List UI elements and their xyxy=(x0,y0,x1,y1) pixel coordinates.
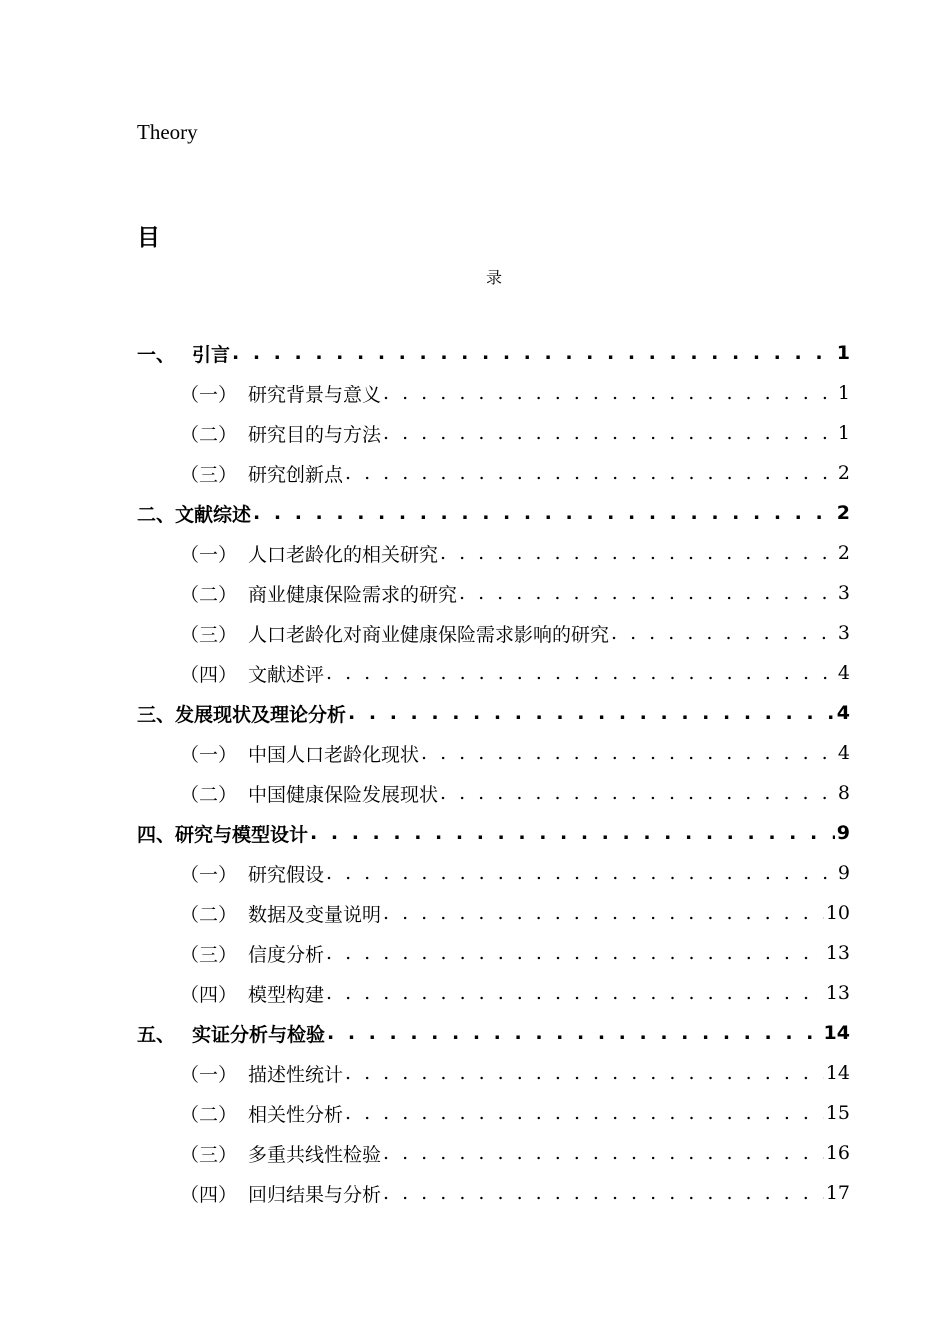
toc-entry-title: 中国健康保险发展现状 xyxy=(248,783,439,806)
toc-entry-number: 五、 xyxy=(137,1023,176,1046)
toc-section-entry[interactable] xyxy=(137,1093,850,1133)
toc-entry-page-number: 8 xyxy=(837,782,850,804)
toc-entry-title: 模型构建 xyxy=(248,983,325,1006)
toc-entry-title: 实证分析与检验 xyxy=(192,1023,326,1046)
toc-chapter-entry[interactable] xyxy=(137,693,850,733)
toc-entry-title: 研究目的与方法 xyxy=(248,423,382,446)
toc-dot-leader xyxy=(440,782,836,804)
toc-entry-page-number: 9 xyxy=(837,862,850,884)
header-text: Theory xyxy=(137,120,198,144)
toc-section-entry[interactable] xyxy=(137,973,850,1013)
toc-entry-title: 研究与模型设计 xyxy=(175,823,309,846)
toc-section-entry[interactable] xyxy=(137,773,850,813)
toc-dot-leader xyxy=(383,382,836,404)
toc-entry-title: 数据及变量说明 xyxy=(248,903,382,926)
toc-entry-number: （一） xyxy=(180,1063,238,1086)
toc-entry-page-number: 1 xyxy=(836,342,850,364)
toc-title-part-2: 录 xyxy=(486,268,503,287)
toc-section-entry[interactable] xyxy=(137,1133,850,1173)
toc-entry-page-number: 2 xyxy=(836,502,850,524)
toc-entry-page-number: 1 xyxy=(837,382,850,404)
toc-entry-page-number: 2 xyxy=(837,542,850,564)
toc-section-entry[interactable] xyxy=(137,853,850,893)
toc-entry-number: （三） xyxy=(180,943,238,966)
toc-section-entry[interactable] xyxy=(137,653,850,693)
toc-entry-number: （二） xyxy=(180,903,238,926)
toc-section-entry[interactable] xyxy=(137,533,850,573)
toc-entry-title: 文献综述 xyxy=(175,503,252,526)
toc-section-entry[interactable] xyxy=(137,413,850,453)
toc-dot-leader xyxy=(383,902,824,924)
toc-dot-leader xyxy=(345,462,836,484)
table-of-contents xyxy=(137,333,850,1213)
toc-entry-page-number: 3 xyxy=(837,622,850,644)
toc-entry-page-number: 1 xyxy=(837,422,850,444)
toc-entry-page-number: 2 xyxy=(837,462,850,484)
toc-section-entry[interactable] xyxy=(137,933,850,973)
toc-chapter-entry[interactable] xyxy=(137,1013,850,1053)
toc-entry-number: （四） xyxy=(180,663,238,686)
toc-entry-title: 商业健康保险需求的研究 xyxy=(248,583,458,606)
toc-entry-number: 一、 xyxy=(137,343,176,366)
toc-section-entry[interactable] xyxy=(137,1053,850,1093)
toc-dot-leader xyxy=(253,502,835,524)
toc-dot-leader xyxy=(327,1022,822,1044)
toc-entry-page-number: 4 xyxy=(837,662,850,684)
toc-section-entry[interactable] xyxy=(137,453,850,493)
toc-entry-title: 人口老龄化的相关研究 xyxy=(248,543,439,566)
toc-section-entry[interactable] xyxy=(137,613,850,653)
toc-entry-number: 三、 xyxy=(137,703,176,726)
toc-title-part-1: 目 xyxy=(137,225,160,251)
toc-section-entry[interactable] xyxy=(137,733,850,773)
toc-dot-leader xyxy=(383,1182,824,1204)
toc-entry-title: 回归结果与分析 xyxy=(248,1183,382,1206)
toc-dot-leader xyxy=(383,422,836,444)
toc-dot-leader xyxy=(310,822,835,844)
toc-entry-title: 研究创新点 xyxy=(248,463,344,486)
toc-entry-page-number: 17 xyxy=(825,1182,850,1204)
toc-section-entry[interactable] xyxy=(137,1173,850,1213)
toc-entry-number: 四、 xyxy=(137,823,176,846)
toc-entry-number: （二） xyxy=(180,1103,238,1126)
toc-entry-number: （二） xyxy=(180,583,238,606)
toc-entry-number: （一） xyxy=(180,543,238,566)
toc-dot-leader xyxy=(611,622,836,644)
toc-dot-leader xyxy=(383,1142,824,1164)
toc-chapter-entry[interactable] xyxy=(137,813,850,853)
toc-entry-page-number: 4 xyxy=(836,702,850,724)
toc-dot-leader xyxy=(345,1062,824,1084)
toc-entry-number: （四） xyxy=(180,983,238,1006)
toc-entry-number: （二） xyxy=(180,423,238,446)
toc-entry-title: 研究假设 xyxy=(248,863,325,886)
toc-entry-page-number: 15 xyxy=(825,1102,850,1124)
toc-entry-number: （一） xyxy=(180,743,238,766)
toc-dot-leader xyxy=(345,1102,824,1124)
toc-entry-page-number: 14 xyxy=(825,1062,850,1084)
toc-entry-number: （一） xyxy=(180,383,238,406)
toc-entry-page-number: 10 xyxy=(825,902,850,924)
toc-entry-page-number: 3 xyxy=(837,582,850,604)
toc-dot-leader xyxy=(232,342,835,364)
toc-entry-page-number: 4 xyxy=(837,742,850,764)
toc-entry-number: （三） xyxy=(180,623,238,646)
toc-entry-title: 文献述评 xyxy=(248,663,325,686)
toc-entry-title: 信度分析 xyxy=(248,943,325,966)
toc-entry-title: 中国人口老龄化现状 xyxy=(248,743,420,766)
toc-dot-leader xyxy=(326,662,836,684)
toc-entry-title: 研究背景与意义 xyxy=(248,383,382,406)
toc-entry-page-number: 9 xyxy=(836,822,850,844)
toc-entry-number: （三） xyxy=(180,463,238,486)
toc-dot-leader xyxy=(326,982,824,1004)
toc-entry-number: （三） xyxy=(180,1143,238,1166)
toc-entry-page-number: 14 xyxy=(823,1022,850,1044)
toc-section-entry[interactable] xyxy=(137,893,850,933)
toc-entry-number: 二、 xyxy=(137,503,176,526)
toc-entry-number: （四） xyxy=(180,1183,238,1206)
toc-entry-number: （一） xyxy=(180,863,238,886)
toc-dot-leader xyxy=(348,702,835,724)
toc-entry-title: 相关性分析 xyxy=(248,1103,344,1126)
toc-entry-title: 发展现状及理论分析 xyxy=(175,703,347,726)
toc-dot-leader xyxy=(326,942,824,964)
toc-chapter-entry[interactable] xyxy=(137,333,850,373)
toc-dot-leader xyxy=(440,542,836,564)
toc-section-entry[interactable] xyxy=(137,373,850,413)
toc-entry-title: 描述性统计 xyxy=(248,1063,344,1086)
toc-entry-title: 多重共线性检验 xyxy=(248,1143,382,1166)
toc-chapter-entry[interactable] xyxy=(137,493,850,533)
toc-entry-page-number: 13 xyxy=(825,982,850,1004)
toc-entry-page-number: 13 xyxy=(825,942,850,964)
toc-dot-leader xyxy=(459,582,836,604)
toc-entry-title: 引言 xyxy=(192,343,231,366)
toc-entry-page-number: 16 xyxy=(825,1142,850,1164)
toc-entry-number: （二） xyxy=(180,783,238,806)
toc-section-entry[interactable] xyxy=(137,573,850,613)
toc-dot-leader xyxy=(421,742,836,764)
toc-dot-leader xyxy=(326,862,836,884)
toc-entry-title: 人口老龄化对商业健康保险需求影响的研究 xyxy=(248,623,610,646)
